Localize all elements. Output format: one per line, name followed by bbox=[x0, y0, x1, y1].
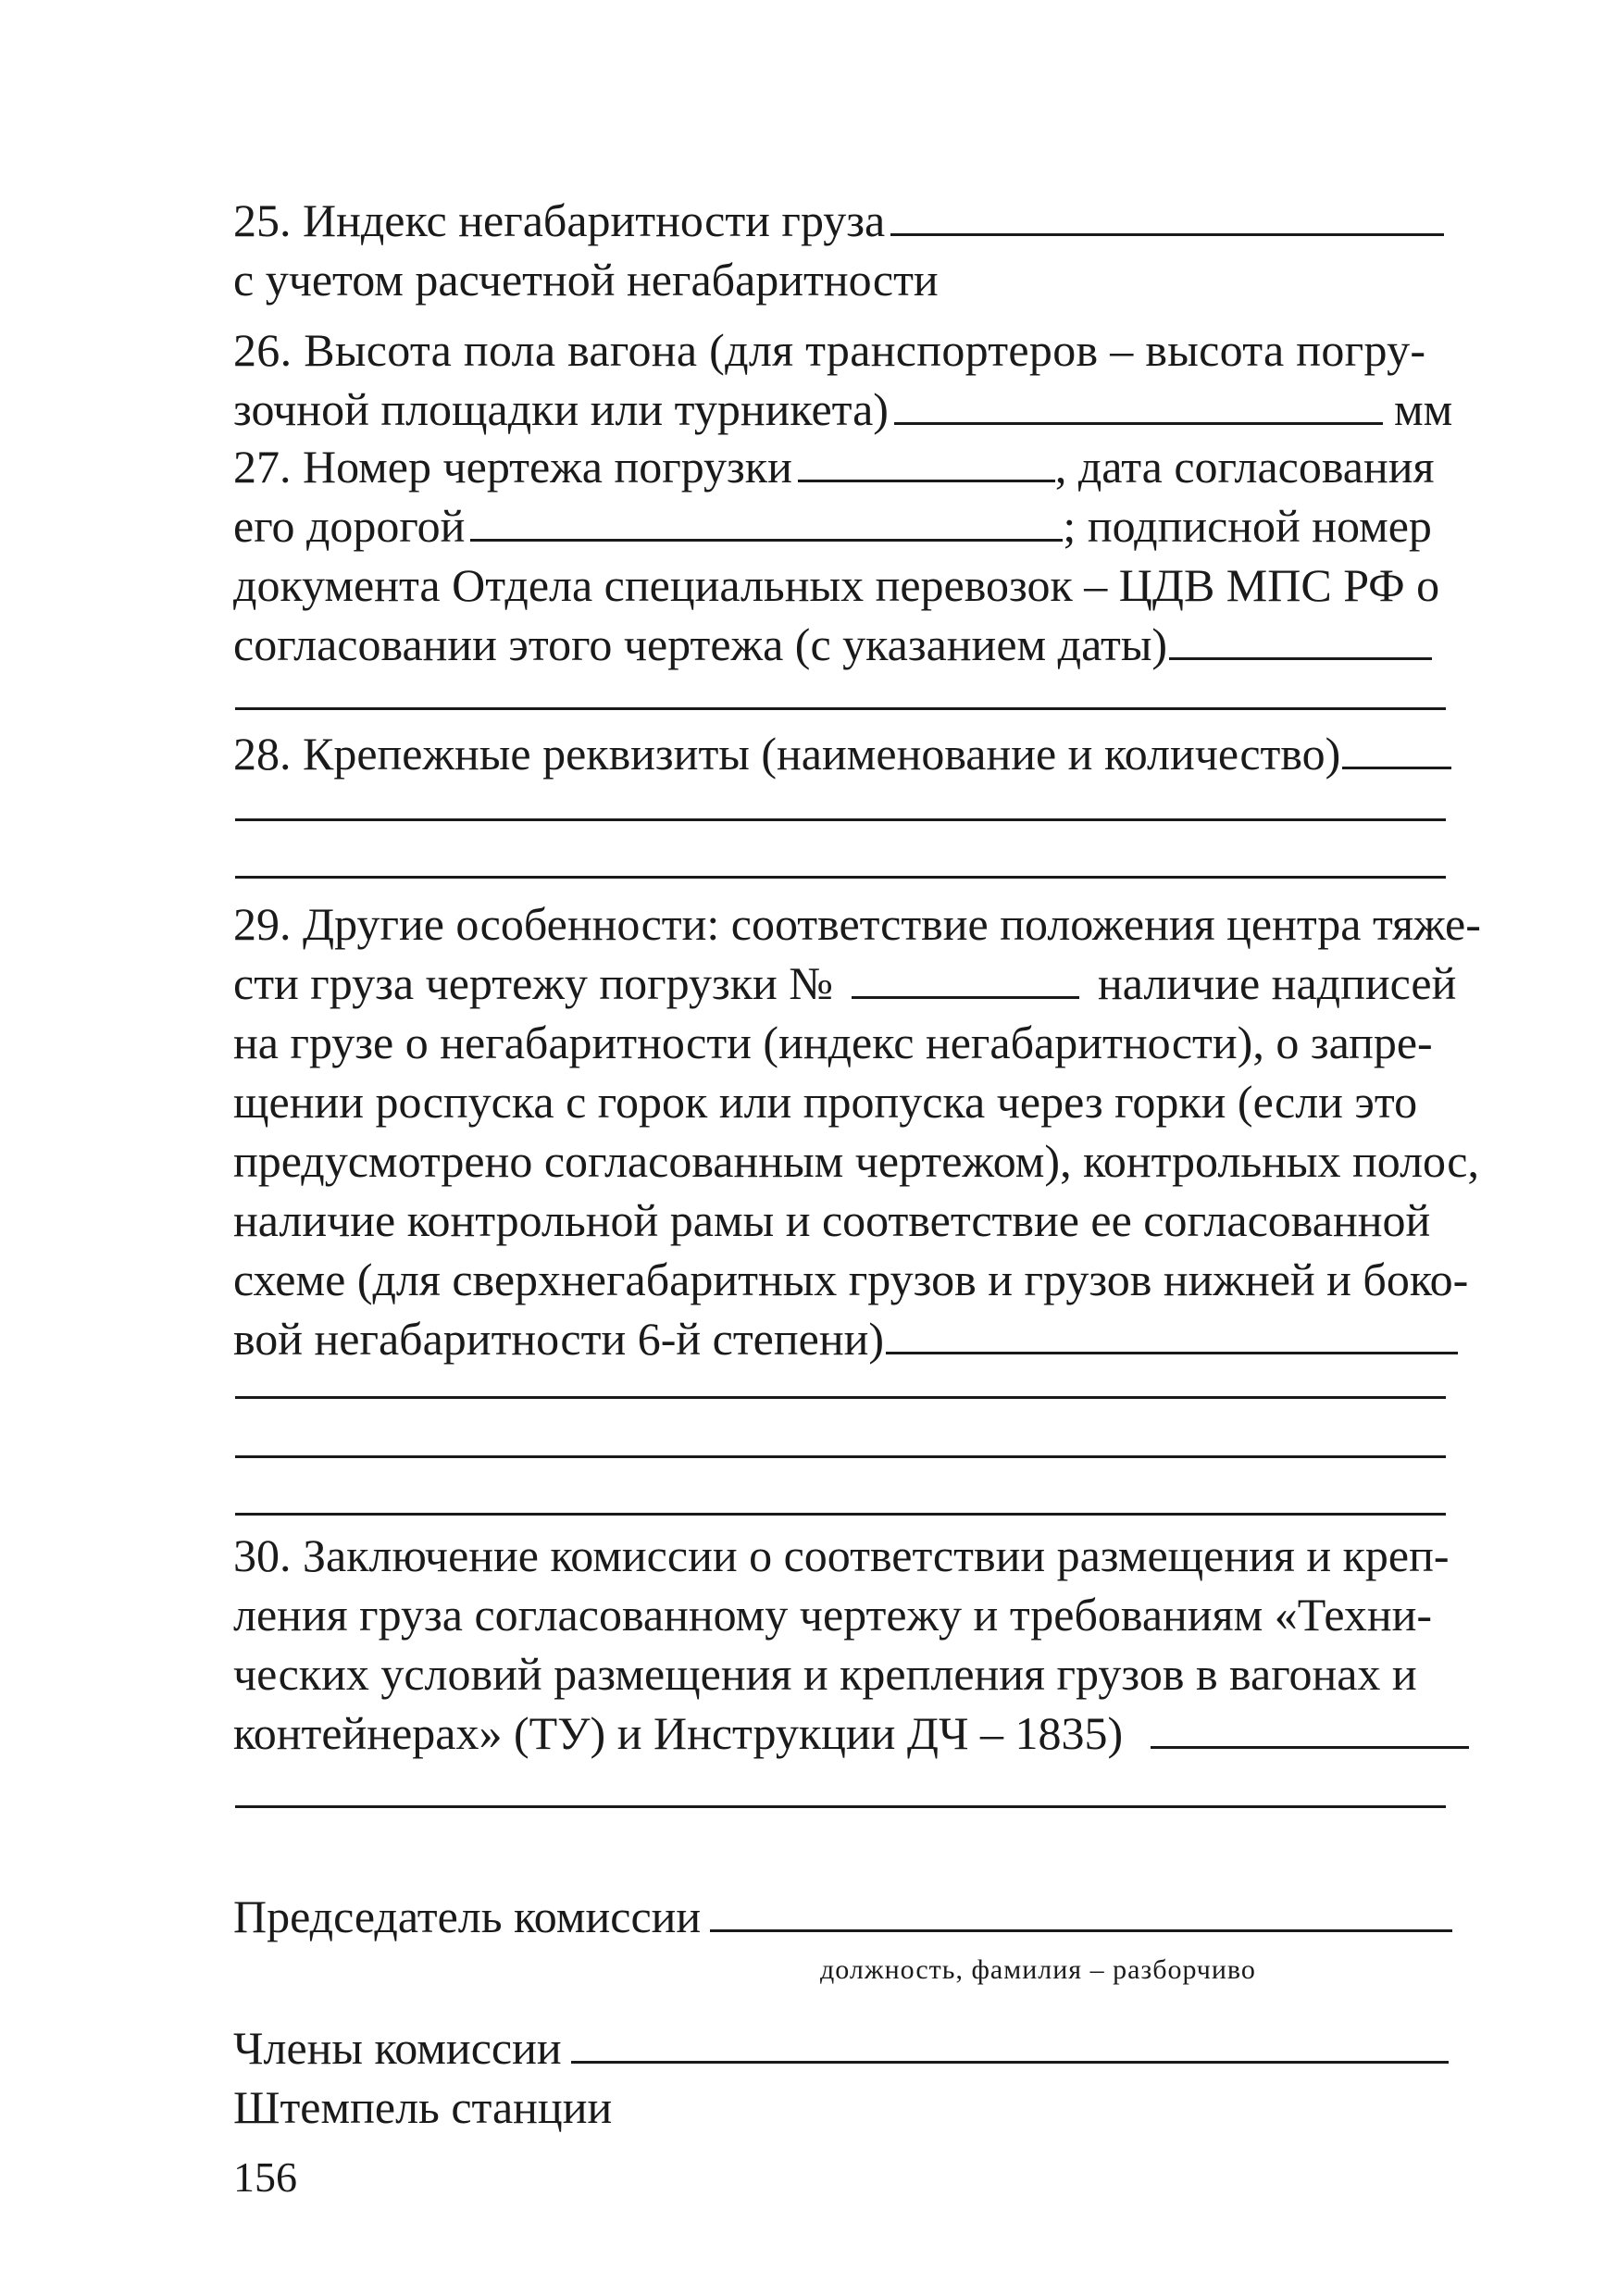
members-line bbox=[233, 2018, 1448, 2078]
station-stamp bbox=[233, 2078, 1448, 2137]
item-28-label: 28. Крепежные реквизиты (наименование и количество) bbox=[233, 728, 1341, 780]
item-29 bbox=[233, 894, 1481, 1368]
chairman-label: Председатель комиссии bbox=[233, 1890, 702, 1942]
page-number: 156 bbox=[233, 2153, 297, 2201]
item-26-label: зочной площадки или турникета) bbox=[233, 383, 889, 435]
item-29-line-5: предусмотрено согласованным чертежом), контрольных полос, bbox=[233, 1135, 1479, 1187]
item-25-line-1 bbox=[233, 191, 1448, 250]
unit-mm: мм bbox=[1393, 383, 1453, 435]
item-26-line-2 bbox=[233, 380, 1453, 439]
item-30-line-4 bbox=[233, 1703, 1448, 1763]
item-29-line-2 bbox=[233, 954, 1457, 1013]
item-30-line-4-text: контейнерах» (ТУ) и Инструкции ДЧ – 1835) bbox=[233, 1707, 1124, 1759]
item-28 bbox=[233, 724, 1448, 783]
approval-date-label: , дата согласования bbox=[1054, 441, 1435, 493]
item-25-label: 25. Индекс негабаритности груза bbox=[233, 194, 886, 246]
gravity-center-drawing-field[interactable] bbox=[852, 955, 1079, 999]
item-29-line-1: 29. Другие особенности: соответствие положения центра тяже- bbox=[233, 898, 1481, 950]
chairman-caption: должность, фамилия – разборчиво bbox=[820, 1954, 1256, 1985]
item-30-line-2: ления груза согласованному чертежу и требованиям «Техни- bbox=[233, 1589, 1433, 1641]
item-29-line-6: наличие контрольной рамы и соответствие ее согласованной bbox=[233, 1194, 1431, 1246]
blank-line[interactable] bbox=[235, 1396, 1446, 1399]
inscriptions-label: наличие надписей bbox=[1097, 957, 1457, 1009]
railway-approval-field[interactable] bbox=[470, 498, 1063, 542]
item-28-line-1 bbox=[233, 724, 1448, 783]
form-page bbox=[233, 191, 1481, 2246]
item-29-line-8 bbox=[233, 1309, 1448, 1368]
item-27-line-4-text: согласовании этого чертежа (с указанием даты) bbox=[233, 618, 1168, 670]
blank-line[interactable] bbox=[235, 707, 1446, 710]
chairman-field[interactable] bbox=[710, 1889, 1452, 1932]
signature-number-label: ; подписной номер bbox=[1063, 500, 1432, 552]
item-25 bbox=[233, 191, 1448, 309]
blank-line[interactable] bbox=[235, 1805, 1446, 1808]
item-26 bbox=[233, 320, 1453, 439]
drawing-number-label: сти груза чертежу погрузки № bbox=[233, 957, 833, 1009]
item-27-line-2 bbox=[233, 496, 1448, 555]
chairman-line bbox=[233, 1887, 1448, 1946]
stamp-label: Штемпель станции bbox=[233, 2081, 613, 2133]
fastening-props-field[interactable] bbox=[1342, 726, 1451, 769]
item-27-line-1 bbox=[233, 437, 1448, 496]
item-27-line-4 bbox=[233, 615, 1448, 674]
commission-conclusion-field[interactable] bbox=[1151, 1705, 1469, 1749]
item-26-line-1: 26. Высота пола вагона (для транспортеров – высота погру- bbox=[233, 324, 1426, 376]
cargo-oversize-index-field[interactable] bbox=[890, 193, 1444, 236]
members-field[interactable] bbox=[571, 2020, 1449, 2064]
item-29-line-8-text: вой негабаритности 6-й степени) bbox=[233, 1313, 884, 1365]
item-25-line-2: с учетом расчетной негабаритности bbox=[233, 254, 939, 306]
item-29-line-3: на грузе о негабаритности (индекс негабаритности), о запре- bbox=[233, 1017, 1433, 1068]
item-29-line-7: схеме (для сверхнегабаритных грузов и грузов нижней и боко- bbox=[233, 1254, 1469, 1305]
item-27-line-3: документа Отдела специальных перевозок – ЦДВ МПС РФ о bbox=[233, 559, 1440, 611]
members-label: Члены комиссии bbox=[233, 2022, 562, 2074]
blank-line[interactable] bbox=[235, 876, 1446, 879]
item-27-label: 27. Номер чертежа погрузки bbox=[233, 441, 792, 493]
item-30-line-3: ческих условий размещения и крепления грузов в вагонах и bbox=[233, 1648, 1417, 1700]
chairman-signature bbox=[233, 1887, 1448, 1946]
members-signature bbox=[233, 2018, 1448, 2078]
approval-document-field[interactable] bbox=[1169, 617, 1432, 660]
blank-line[interactable] bbox=[235, 818, 1446, 821]
blank-line[interactable] bbox=[235, 1513, 1446, 1516]
item-30-line-1: 30. Заключение комиссии о соответствии размещения и креп- bbox=[233, 1529, 1450, 1581]
by-railway-label: его дорогой bbox=[233, 500, 466, 552]
loading-drawing-number-field[interactable] bbox=[798, 439, 1055, 482]
item-30 bbox=[233, 1526, 1448, 1763]
wagon-floor-height-field[interactable] bbox=[894, 381, 1383, 425]
blank-line[interactable] bbox=[235, 1455, 1446, 1458]
other-features-field[interactable] bbox=[886, 1311, 1458, 1354]
item-27 bbox=[233, 437, 1448, 674]
item-29-line-4: щении роспуска с горок или пропуска через горки (если это bbox=[233, 1076, 1418, 1128]
